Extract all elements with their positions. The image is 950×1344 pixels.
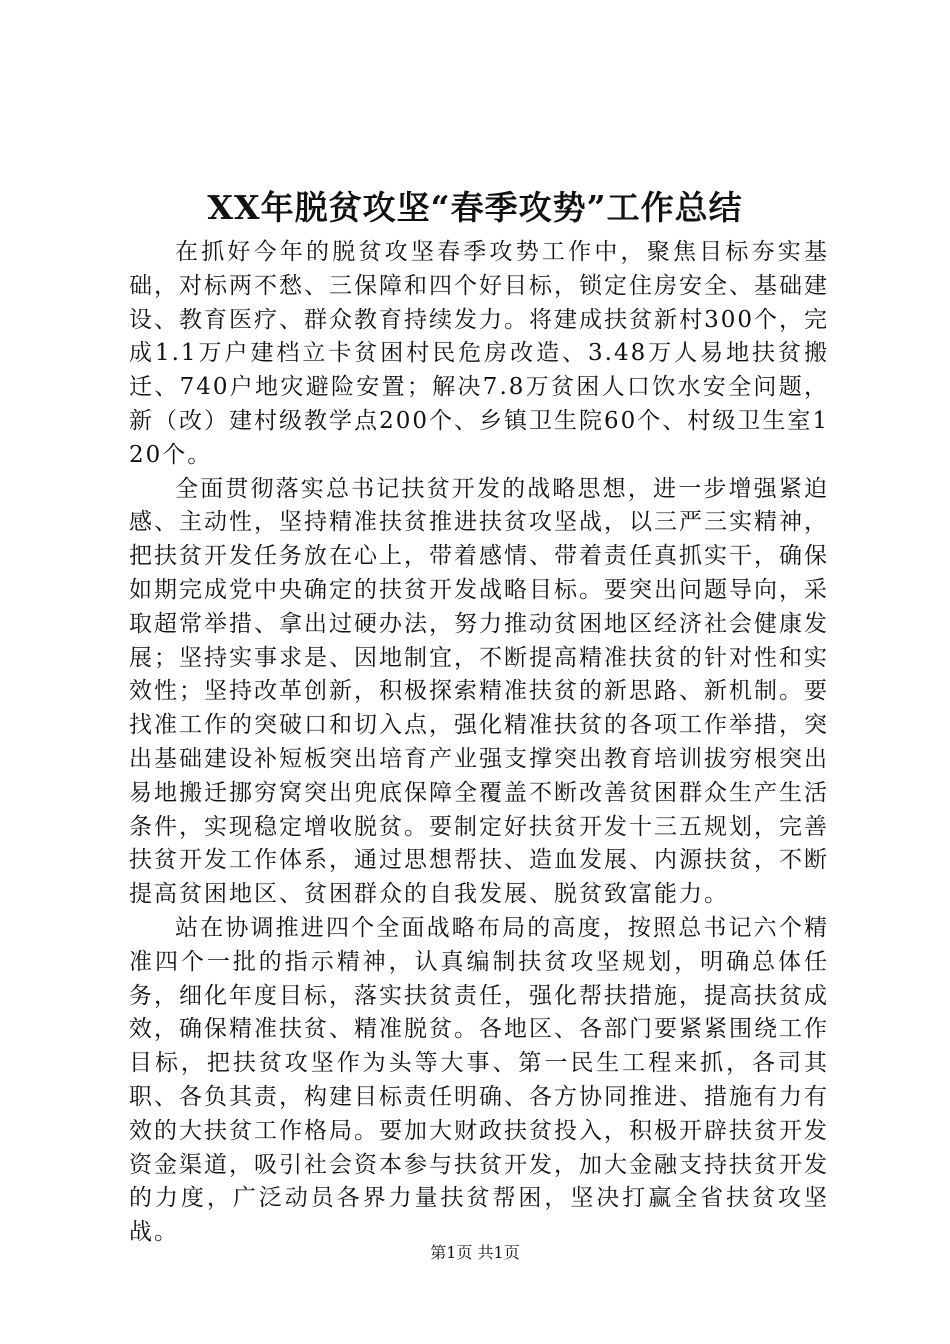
paragraph-2: 全面贯彻落实总书记扶贫开发的战略思想，进一步增强紧迫感、主动性，坚持精准扶贫推进扶贫攻坚战，以三严三实精神，把扶贫开发任务放在心上，带着感情、带着责任真抓实干，确保如期完成党中央确定的扶贫开发战略目标。要突出问题导向，采取超常举措、拿出过硬办法，努力推动贫困地区经济社会健康发展；坚持实事求是、因地制宜，不断提高精准扶贫的针对性和实效性；坚持改革创新，积极探索精准扶贫的新思路、新机制。要找准工作的突破口和切入点，强化精准扶贫的各项工作举措，突出基础建设补短板突出培育产业强支撑突出教育培训拔穷根突出易地搬迁挪穷窝突出兜底保障全覆盖不断改善贫困群众生产生活条件，实现稳定增收脱贫。要制定好扶贫开发十三五规划，完善扶贫开发工作体系，通过思想帮扶、造血发展、内源扶贫，不断提高贫困地区、贫困群众的自我发展、脱贫致富能力。 xyxy=(129,475,829,908)
document-body xyxy=(129,236,829,1250)
paragraph-1: 在抓好今年的脱贫攻坚春季攻势工作中，聚焦目标夯实基础，对标两不愁、三保障和四个好目标，锁定住房安全、基础建设、教育医疗、群众教育持续发力。将建成扶贫新村300个，完成1.1万户建档立卡贫困村民危房改造、3.48万人易地扶贫搬迁、740户地灾避险安置；解决7.8万贫困人口饮水安全问题，新（改）建村级教学点200个、乡镇卫生院60个、村级卫生室120个。 xyxy=(129,239,829,468)
page-footer: 第1页 共1页 xyxy=(430,1243,520,1262)
paragraph-3: 站在协调推进四个全面战略布局的高度，按照总书记六个精准四个一批的指示精神，认真编制扶贫攻坚规划，明确总体任务，细化年度目标，落实扶贫责任，强化帮扶措施，提高扶贫成效，确保精准扶贫、精准脱贫。各地区、各部门要紧紧围绕工作目标，把扶贫攻坚作为头等大事、第一民生工程来抓，各司其职、各负其责，构建目标责任明确、各方协同推进、措施有力有效的大扶贫工作格局。要加大财政扶贫投入，积极开辟扶贫开发资金渠道，吸引社会资本参与扶贫开发，加大金融支持扶贫开发的力度，广泛动员各界力量扶贫帮困，坚决打赢全省扶贫攻坚战。 xyxy=(129,914,829,1246)
document-title: XX年脱贫攻坚“春季攻势”工作总结 xyxy=(207,188,743,227)
